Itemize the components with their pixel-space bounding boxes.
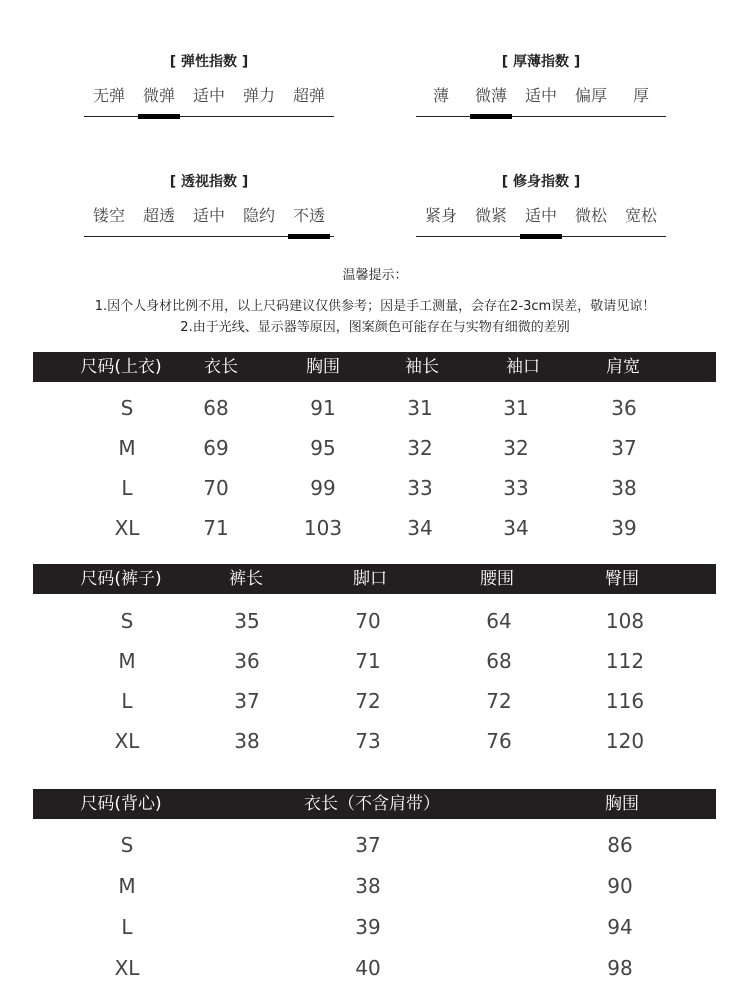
table-cell: 73 xyxy=(355,729,381,753)
table-cell: M xyxy=(118,874,136,898)
transparency-option: 超透 xyxy=(142,206,175,225)
pants-header-cell: 臀围 xyxy=(605,569,639,589)
fit-index xyxy=(416,172,666,230)
table-cell: 36 xyxy=(234,649,260,673)
table-cell: 72 xyxy=(355,689,381,713)
table-cell: XL xyxy=(114,956,140,980)
table-cell: 34 xyxy=(503,516,529,540)
table-row xyxy=(33,825,716,865)
table-cell: 37 xyxy=(355,833,381,857)
table-cell: S xyxy=(120,609,134,633)
table-cell: 72 xyxy=(486,689,512,713)
elasticity-scale-line xyxy=(84,116,334,117)
tips-line-1: 1.因个人身材比例不用，以上尺码建议仅供参考；因是手工测量，会存在2-3cm误差，敬请见谅！ xyxy=(94,299,656,314)
thickness-index xyxy=(416,52,666,110)
table-row xyxy=(33,428,716,468)
thickness-option: 适中 xyxy=(524,86,557,105)
table-cell: 116 xyxy=(605,689,645,713)
transparency-index-title: [ 透视指数 ] xyxy=(169,174,249,190)
thickness-scale-line xyxy=(416,116,666,117)
table-cell: 90 xyxy=(607,874,633,898)
tips-heading: 温馨提示： xyxy=(342,268,408,283)
table-cell: 120 xyxy=(605,729,645,753)
fit-option: 紧身 xyxy=(424,206,457,225)
table-cell: 108 xyxy=(605,609,645,633)
table-cell: 32 xyxy=(407,436,433,460)
transparency-option: 隐约 xyxy=(242,206,275,225)
tops-header-cell: 肩宽 xyxy=(606,357,640,377)
table-cell: 36 xyxy=(611,396,637,420)
table-row xyxy=(33,866,716,906)
table-row xyxy=(33,641,716,681)
pants-header-cell: 腰围 xyxy=(480,569,514,589)
table-cell: 39 xyxy=(611,516,637,540)
table-cell: 33 xyxy=(407,476,433,500)
table-cell: 64 xyxy=(486,609,512,633)
table-cell: 38 xyxy=(355,874,381,898)
table-cell: 71 xyxy=(203,516,229,540)
table-cell: L xyxy=(121,476,133,500)
fit-option: 微松 xyxy=(574,206,607,225)
elasticity-selected-marker xyxy=(138,114,180,119)
table-cell: 71 xyxy=(355,649,381,673)
table-row xyxy=(33,601,716,641)
table-cell: L xyxy=(121,915,133,939)
elasticity-option: 适中 xyxy=(192,86,225,105)
table-cell: 69 xyxy=(203,436,229,460)
table-cell: M xyxy=(118,649,136,673)
table-cell: 99 xyxy=(310,476,336,500)
table-cell: 38 xyxy=(234,729,260,753)
pants-header-cell: 脚口 xyxy=(353,569,387,589)
thickness-index-title: [ 厚薄指数 ] xyxy=(501,54,581,70)
fit-option: 宽松 xyxy=(624,206,657,225)
thickness-option: 微薄 xyxy=(474,86,507,105)
table-cell: 70 xyxy=(203,476,229,500)
table-cell: 38 xyxy=(611,476,637,500)
table-cell: 103 xyxy=(303,516,343,540)
table-cell: 33 xyxy=(503,476,529,500)
tips-line-2: 2.由于光线、显示器等原因，图案颜色可能存在与实物有细微的差别 xyxy=(180,320,570,335)
fit-selected-marker xyxy=(520,234,562,239)
tops-header-cell: 袖长 xyxy=(405,357,439,377)
tops-header-cell: 尺码(上衣) xyxy=(80,357,162,377)
elasticity-option: 微弹 xyxy=(142,86,175,105)
table-cell: 112 xyxy=(605,649,645,673)
thickness-option: 厚 xyxy=(632,86,649,105)
tops-header-cell: 衣长 xyxy=(204,357,238,377)
fit-option: 适中 xyxy=(524,206,557,225)
transparency-index xyxy=(84,172,334,230)
thickness-option: 偏厚 xyxy=(574,86,607,105)
table-cell: S xyxy=(120,833,134,857)
table-cell: 32 xyxy=(503,436,529,460)
tops-header-cell: 袖口 xyxy=(506,357,540,377)
table-cell: 31 xyxy=(407,396,433,420)
pants-table-header xyxy=(33,564,716,594)
table-cell: 37 xyxy=(611,436,637,460)
table-cell: 31 xyxy=(503,396,529,420)
pants-header-cell: 裤长 xyxy=(229,569,263,589)
vest-header-cell: 衣长（不含肩带） xyxy=(304,794,440,814)
fit-index-title: [ 修身指数 ] xyxy=(501,174,581,190)
table-row xyxy=(33,948,716,988)
table-row xyxy=(33,468,716,508)
table-row xyxy=(33,388,716,428)
table-cell: S xyxy=(120,396,134,420)
vest-header-cell: 尺码(背心) xyxy=(80,794,162,814)
table-cell: 95 xyxy=(310,436,336,460)
pants-header-cell: 尺码(裤子) xyxy=(80,569,162,589)
elasticity-option: 超弹 xyxy=(292,86,325,105)
table-cell: 68 xyxy=(486,649,512,673)
thickness-option: 薄 xyxy=(432,86,449,105)
fit-option: 微紧 xyxy=(474,206,507,225)
table-cell: XL xyxy=(114,516,140,540)
table-cell: 86 xyxy=(607,833,633,857)
vest-header-cell: 胸围 xyxy=(605,794,639,814)
table-cell: 76 xyxy=(486,729,512,753)
vest-table-header xyxy=(33,789,716,819)
table-cell: 35 xyxy=(234,609,260,633)
elasticity-index xyxy=(84,52,334,110)
table-row xyxy=(33,681,716,721)
transparency-selected-marker xyxy=(288,234,330,239)
table-cell: L xyxy=(121,689,133,713)
table-cell: XL xyxy=(114,729,140,753)
elasticity-option: 无弹 xyxy=(92,86,125,105)
table-row xyxy=(33,508,716,548)
transparency-option: 适中 xyxy=(192,206,225,225)
table-row xyxy=(33,907,716,947)
elasticity-index-title: [ 弹性指数 ] xyxy=(169,54,249,70)
table-cell: 70 xyxy=(355,609,381,633)
table-cell: 37 xyxy=(234,689,260,713)
table-cell: 68 xyxy=(203,396,229,420)
table-cell: 98 xyxy=(607,956,633,980)
tops-table-header xyxy=(33,352,716,382)
transparency-option: 镂空 xyxy=(92,206,125,225)
elasticity-option: 弹力 xyxy=(242,86,275,105)
table-cell: 39 xyxy=(355,915,381,939)
table-cell: M xyxy=(118,436,136,460)
tops-header-cell: 胸围 xyxy=(306,357,340,377)
table-cell: 94 xyxy=(607,915,633,939)
transparency-option: 不透 xyxy=(292,206,325,225)
table-cell: 40 xyxy=(355,956,381,980)
table-cell: 91 xyxy=(310,396,336,420)
table-cell: 34 xyxy=(407,516,433,540)
thickness-selected-marker xyxy=(470,114,512,119)
table-row xyxy=(33,721,716,761)
